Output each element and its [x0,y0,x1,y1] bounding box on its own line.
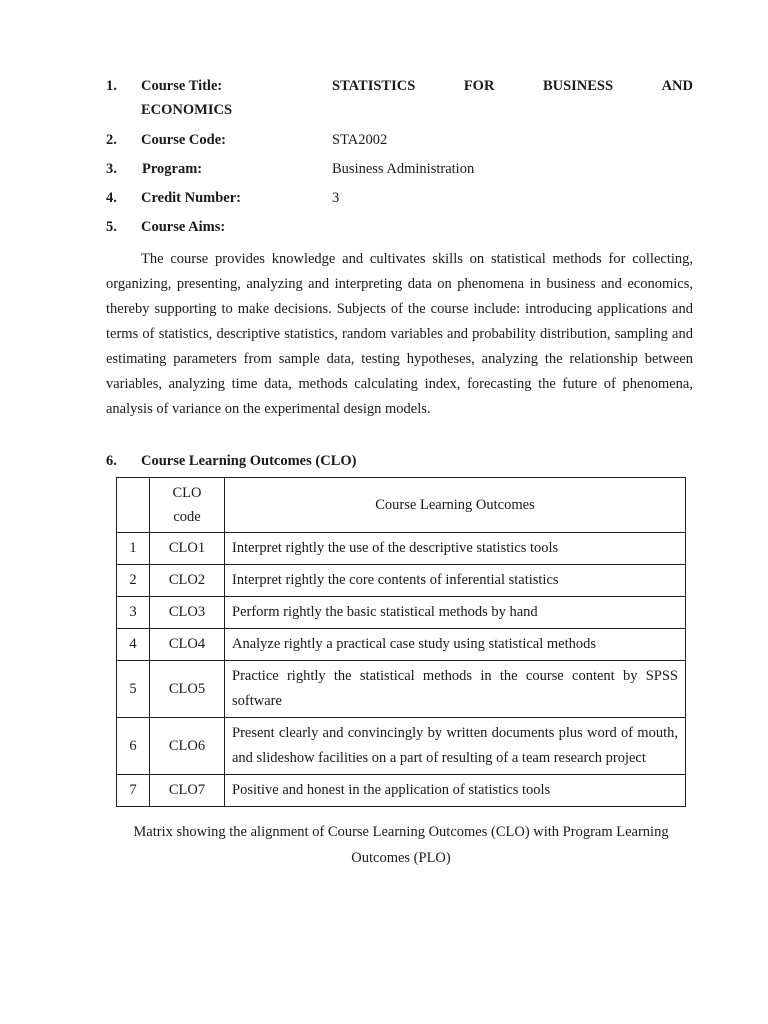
program-item [106,161,693,181]
row-number: 1 [117,533,150,565]
item-number: 6. [106,453,117,469]
table-header-row [117,478,686,533]
credit-item [106,190,693,210]
row-code: CLO4 [150,629,225,661]
row-description: Practice rightly the statistical methods in the course content by SPSS software [225,661,686,718]
row-description: Interpret rightly the core contents of inferential statistics [225,565,686,597]
item-number: 2. [106,132,117,148]
item-number: 4. [106,190,117,206]
credit-value: 3 [332,190,340,206]
row-number: 2 [117,565,150,597]
row-description: Analyze rightly a practical case study using statistical methods [225,629,686,661]
course-code-label: Course Code: [141,132,226,148]
header-code-line2: code [173,509,201,525]
course-title-line2: ECONOMICS [141,102,233,118]
course-code-item [106,132,693,152]
course-title-word: FOR [463,78,495,94]
course-aims-label: Course Aims: [141,219,226,235]
item-number: 1. [106,78,117,94]
matrix-caption: Matrix showing the alignment of Course Learning Outcomes (CLO) with Program Learning Outcomes (PLO) [133,824,669,866]
row-number: 4 [117,629,150,661]
row-code: CLO1 [150,533,225,565]
row-code: CLO2 [150,565,225,597]
credit-label: Credit Number: [141,190,242,206]
row-code: CLO7 [150,775,225,807]
course-aims-item [106,219,693,239]
header-code-line1: CLO [172,485,202,501]
table-row [117,775,686,807]
header-outcomes-cell: Course Learning Outcomes [225,478,686,533]
clo-table [116,477,686,807]
clo-heading-item [106,453,693,473]
clo-heading-label: Course Learning Outcomes (CLO) [141,453,357,469]
table-row [117,597,686,629]
course-title-word: AND [661,78,693,94]
item-number: 3. [106,161,117,177]
row-description: Present clearly and convincingly by written documents plus word of mouth, and slideshow facilities on a part of resulting of a team research project [225,718,686,775]
row-number: 6 [117,718,150,775]
row-number: 7 [117,775,150,807]
program-label: Program: [142,161,203,177]
course-aims-paragraph: The course provides knowledge and cultivates skills on statistical methods for collecting, organizing, presenting, analyzing and interpreting data on phenomena in business and economics, thereby supporting to make decisions. Subjects of the course include: introducing applications and terms of statistics, descriptive statistics, random variables and probability distribution, sampling and estimating parameters from sample data, testing hypotheses, analyzing the relationship between variables, analyzing time data, methods calculating index, forecasting the future of phenomena, analysis of variance on the experimental design models. [106,251,693,417]
row-code: CLO5 [150,661,225,718]
course-title-value [332,78,693,95]
row-number: 3 [117,597,150,629]
table-row [117,533,686,565]
row-number: 5 [117,661,150,718]
row-description: Perform rightly the basic statistical methods by hand [225,597,686,629]
course-title-item [106,78,693,124]
header-code-cell [150,478,225,533]
course-title-label: Course Title: [141,78,223,94]
header-number-cell [117,478,150,533]
course-code-value: STA2002 [332,132,388,148]
table-row [117,629,686,661]
table-row [117,718,686,775]
table-row [117,565,686,597]
table-row [117,661,686,718]
row-code: CLO6 [150,718,225,775]
row-description: Positive and honest in the application of statistics tools [225,775,686,807]
row-code: CLO3 [150,597,225,629]
course-title-word: BUSINESS [542,78,614,94]
program-value: Business Administration [332,161,475,177]
row-description: Interpret rightly the use of the descriptive statistics tools [225,533,686,565]
item-number: 5. [106,219,117,235]
course-title-word: STATISTICS [332,78,416,94]
